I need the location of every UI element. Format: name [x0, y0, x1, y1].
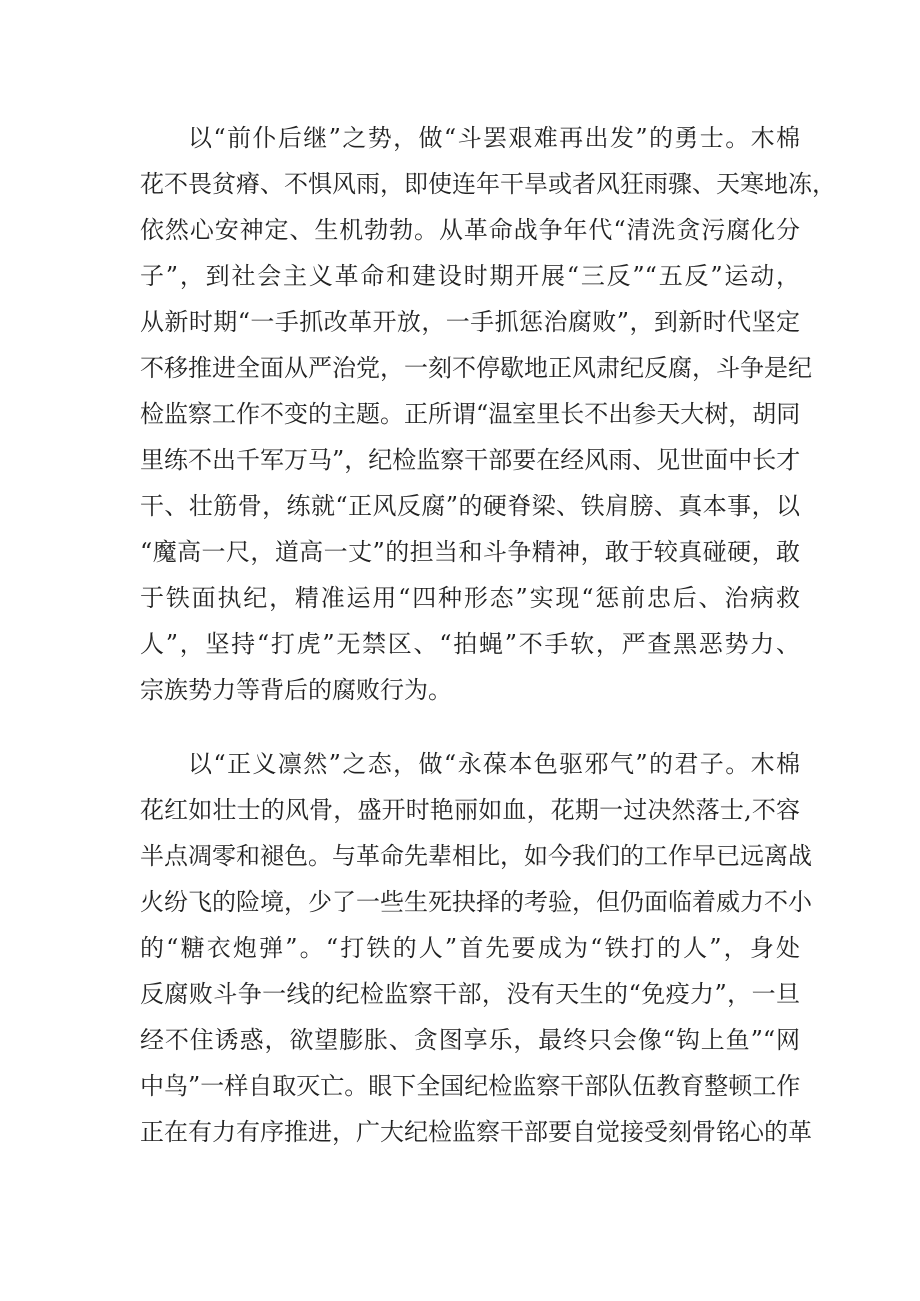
paragraph-line: 经不住诱惑，欲望膨胀、贪图享乐，最终只会像“钩上鱼”“网 — [140, 1026, 800, 1054]
paragraph-line: 依然心安神定、生机勃勃。从革命战争年代“清洗贪污腐化分 — [140, 216, 800, 244]
paragraph-line: 宗族势力等背后的腐败行为。 — [140, 676, 452, 704]
paragraph-line: 反腐败斗争一线的纪检监察干部，没有天生的“免疫力”，一旦 — [140, 980, 800, 1008]
paragraph-line: 花红如壮士的风骨，盛开时艳丽如血，花期一过决然落士,不容 — [140, 796, 800, 824]
paragraph-line: “魔高一尺，道高一丈”的担当和斗争精神，敢于较真碰硬，敢 — [140, 538, 800, 566]
paragraph-line: 花不畏贫瘠、不惧风雨，即使连年干旱或者风狂雨骤、天寒地冻， — [140, 170, 836, 198]
paragraph-line: 检监察工作不变的主题。正所谓“温室里长不出参天大树，胡同 — [140, 400, 801, 428]
paragraph-line: 干、壮筋骨，练就“正风反腐”的硬脊梁、铁肩膀、真本事，以 — [140, 492, 800, 520]
paragraph-line: 正在有力有序推进，广大纪检监察干部要自觉接受刻骨铭心的革 — [140, 1118, 812, 1146]
paragraph-line: 从新时期“一手抓改革开放，一手抓惩治腐败”，到新时代坚定 — [140, 308, 800, 336]
paragraph-line: 火纷飞的险境，少了一些生死抉择的考验，但仍面临着威力不小 — [140, 888, 812, 916]
paragraph-line: 半点凋零和褪色。与革命先辈相比，如今我们的工作早已远离战 — [140, 842, 812, 870]
paragraph-line: 不移推进全面从严治党，一刻不停歇地正风肃纪反腐，斗争是纪 — [140, 354, 812, 382]
paragraph-line: 于铁面执纪，精准运用“四种形态”实现“惩前忠后、治病救 — [140, 584, 800, 612]
paragraph-line: 中鸟”一样自取灭亡。眼下全国纪检监察干部队伍教育整顿工作 — [140, 1072, 801, 1100]
paragraph-line: 人”，坚持“打虎”无禁区、“拍蝇”不手软，严查黑恶势力、 — [140, 630, 800, 658]
paragraph-line: 以“正义凛然”之态，做“永葆本色驱邪气”的君子。木棉 — [188, 750, 800, 778]
paragraph-line: 子”，到社会主义革命和建设时期开展“三反”“五反”运动， — [140, 262, 800, 290]
paragraph-line: 里练不出千军万马”，纪检监察干部要在经风雨、见世面中长才 — [140, 446, 801, 474]
paragraph-line: 的“糖衣炮弹”。“打铁的人”首先要成为“铁打的人”，身处 — [140, 934, 800, 962]
paragraph-line: 以“前仆后继”之势，做“斗罢艰难再出发”的勇士。木棉 — [188, 124, 800, 152]
